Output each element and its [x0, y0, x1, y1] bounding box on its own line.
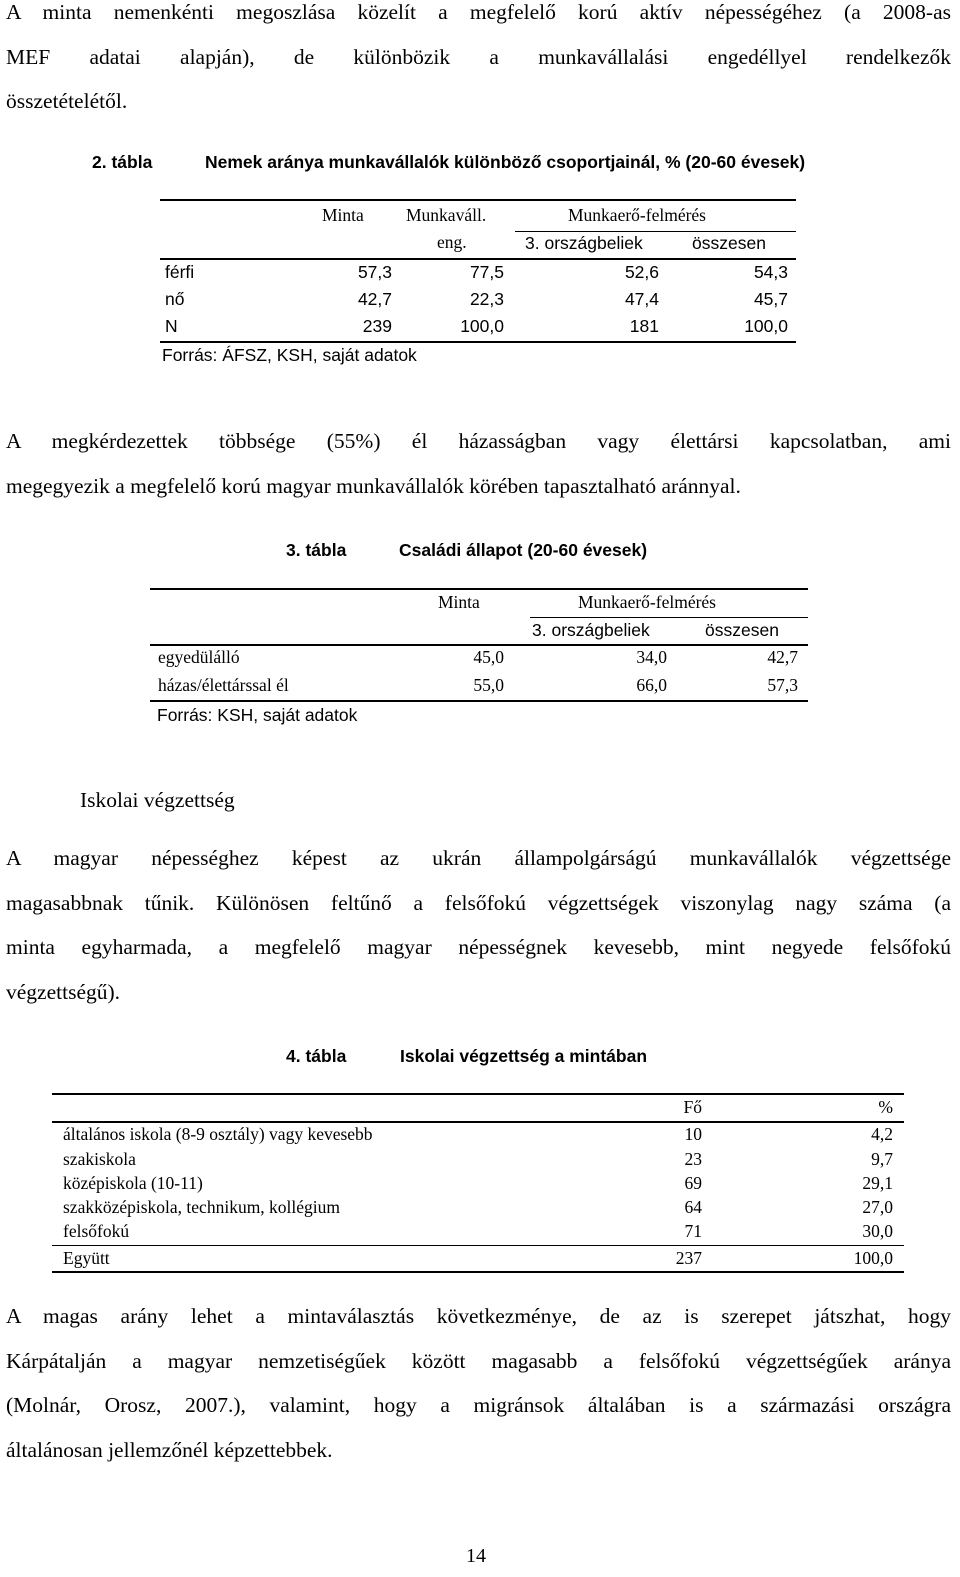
- table2-top-rule: [160, 199, 796, 201]
- table3-header-sub2: összesen: [705, 620, 779, 640]
- table3-header-rule: [150, 644, 808, 646]
- table4-header-rule: [52, 1121, 904, 1123]
- table3-cell: 34,0: [636, 647, 667, 667]
- table3-title: Családi állapot (20-60 évesek): [399, 540, 648, 560]
- table4-cell-pct: 27,0: [862, 1197, 893, 1217]
- marital-paragraph: [6, 419, 951, 508]
- table4-total-label: Együtt: [63, 1248, 110, 1268]
- table3-top-rule: [150, 588, 808, 590]
- table4-cell-pct: 9,7: [871, 1149, 893, 1169]
- table2-header-minta: Minta: [322, 205, 364, 225]
- table3-cell: 57,3: [767, 675, 798, 695]
- table2-header-eng: eng.: [437, 232, 467, 252]
- table2-cell: 54,3: [753, 262, 788, 282]
- table4-title: Iskolai végzettség a mintában: [400, 1046, 648, 1066]
- table4-cell-fo: 10: [684, 1124, 702, 1144]
- paragraph-line: MEF adatai alapján), de különbözik a munkavállalási engedéllyel rendelkezők: [6, 44, 951, 69]
- table2-cell: 77,5: [469, 262, 504, 282]
- table4-header-fo: Fő: [683, 1097, 702, 1117]
- table3-number: 3. tábla: [286, 540, 347, 560]
- education-paragraph: [6, 836, 951, 1014]
- table4-row-label: középiskola (10-11): [63, 1173, 203, 1193]
- table3-source: Forrás: KSH, saját adatok: [157, 705, 358, 725]
- table2-cell: 181: [629, 316, 659, 336]
- table4-top-rule: [52, 1093, 904, 1095]
- paragraph-line: A megkérdezettek többsége (55%) él házasságban vagy élettársi kapcsolatban, ami: [6, 429, 951, 453]
- table3-bottom-rule: [150, 700, 808, 702]
- table2-number: 2. tábla: [92, 152, 153, 172]
- table2-bottom-rule: [160, 341, 796, 343]
- table3-cell: 42,7: [767, 647, 798, 667]
- table2-cell: 45,7: [753, 289, 788, 309]
- table3-header-minta: Minta: [438, 592, 480, 612]
- paragraph-line: minta egyharmada, a megfelelő magyar népességnek kevesebb, mint negyede felsőfokú: [6, 935, 951, 959]
- table2-header-munkavall: Munkaváll.: [406, 205, 487, 225]
- table4-total-rule: [52, 1245, 904, 1246]
- table4-row-label: szakközépiskola, technikum, kollégium: [63, 1197, 341, 1217]
- table4-number: 4. tábla: [286, 1046, 347, 1066]
- table2-cell: 57,3: [357, 262, 392, 282]
- paragraph-line: magasabbnak tűnik. Különösen feltűnő a felsőfokú végzettségek viszonylag nagy száma (a: [6, 890, 951, 915]
- table4-cell-pct: 4,2: [871, 1124, 893, 1144]
- table2-title: Nemek aránya munkavállalók különböző csoportjainál, % (20-60 évesek): [205, 152, 806, 172]
- table3-row-label: házas/élettárssal él: [158, 675, 289, 695]
- table4-cell-fo: 71: [684, 1221, 702, 1241]
- table2-cell: 47,4: [624, 289, 659, 309]
- table3-group-rule: [530, 617, 808, 618]
- table2-row-label: férfi: [165, 262, 195, 282]
- table2-cell: 239: [362, 316, 392, 336]
- table3-header-sub1: 3. országbeliek: [532, 620, 650, 640]
- table2-cell: 100,0: [460, 316, 504, 336]
- table2-header-sub2: összesen: [692, 233, 766, 253]
- conclusion-paragraph: [6, 1294, 951, 1472]
- table2-row-label: N: [165, 316, 178, 336]
- paragraph-line: A magyar népességhez képest az ukrán állampolgárságú munkavállalók végzettsége: [6, 846, 951, 870]
- table2-header-group: Munkaerő-felmérés: [568, 205, 706, 225]
- table2-cell: 22,3: [469, 289, 504, 309]
- table4-header-pct: %: [878, 1097, 893, 1117]
- paragraph-line: összetételétől.: [6, 89, 128, 113]
- table3-row-label: egyedülálló: [158, 647, 240, 667]
- table4-row-label: általános iskola (8-9 osztály) vagy kevesebb: [63, 1124, 373, 1144]
- table3-cell: 45,0: [473, 647, 504, 667]
- section-heading: Iskolai végzettség: [80, 788, 235, 812]
- table4-total-fo: 237: [675, 1248, 702, 1268]
- table3-cell: 55,0: [473, 675, 504, 695]
- table4-row-label: felsőfokú: [63, 1221, 130, 1241]
- paragraph-line: megegyezik a megfelelő korú magyar munkavállalók körében tapasztalható aránnyal.: [6, 473, 741, 498]
- table2-cell: 100,0: [744, 316, 788, 336]
- intro-paragraph: [6, 0, 951, 124]
- table4-cell-fo: 23: [684, 1149, 702, 1169]
- table2-header-rule: [160, 258, 796, 260]
- table2-group-rule: [515, 231, 796, 232]
- paragraph-line: Kárpátalján a magyar nemzetiségűek között magasabb a felsőfokú végzettségűek aránya: [6, 1348, 951, 1373]
- table3-cell: 66,0: [636, 675, 667, 695]
- page-number: 14: [466, 1545, 486, 1567]
- table4-cell-pct: 29,1: [862, 1173, 893, 1193]
- table4-cell-pct: 30,0: [862, 1221, 893, 1241]
- table2-source: Forrás: ÁFSZ, KSH, saját adatok: [162, 345, 417, 365]
- table4-cell-fo: 69: [684, 1173, 702, 1193]
- table4-row-label: szakiskola: [63, 1149, 136, 1169]
- paragraph-line: végzettségű).: [6, 979, 121, 1004]
- paragraph-line: (Molnár, Orosz, 2007.), valamint, hogy a migránsok általában is a származási országra: [6, 1393, 951, 1417]
- table2-header-sub1: 3. országbeliek: [525, 233, 643, 253]
- table3-header-group: Munkaerő-felmérés: [578, 592, 716, 612]
- paragraph-line: A magas arány lehet a mintaválasztás következménye, de az is szerepet játszhat, hogy: [6, 1304, 951, 1328]
- table2-row-label: nő: [165, 289, 185, 309]
- table2-cell: 52,6: [624, 262, 659, 282]
- table2-cell: 42,7: [357, 289, 392, 309]
- table4-cell-fo: 64: [684, 1197, 702, 1217]
- table4-total-pct: 100,0: [853, 1248, 893, 1268]
- paragraph-line: általánosan jellemzőnél képzettebbek.: [6, 1437, 333, 1462]
- table4-bottom-rule: [52, 1271, 904, 1273]
- paragraph-line: A minta nemenkénti megoszlása közelít a megfelelő korú aktív népességéhez (a 2008-as: [6, 0, 951, 24]
